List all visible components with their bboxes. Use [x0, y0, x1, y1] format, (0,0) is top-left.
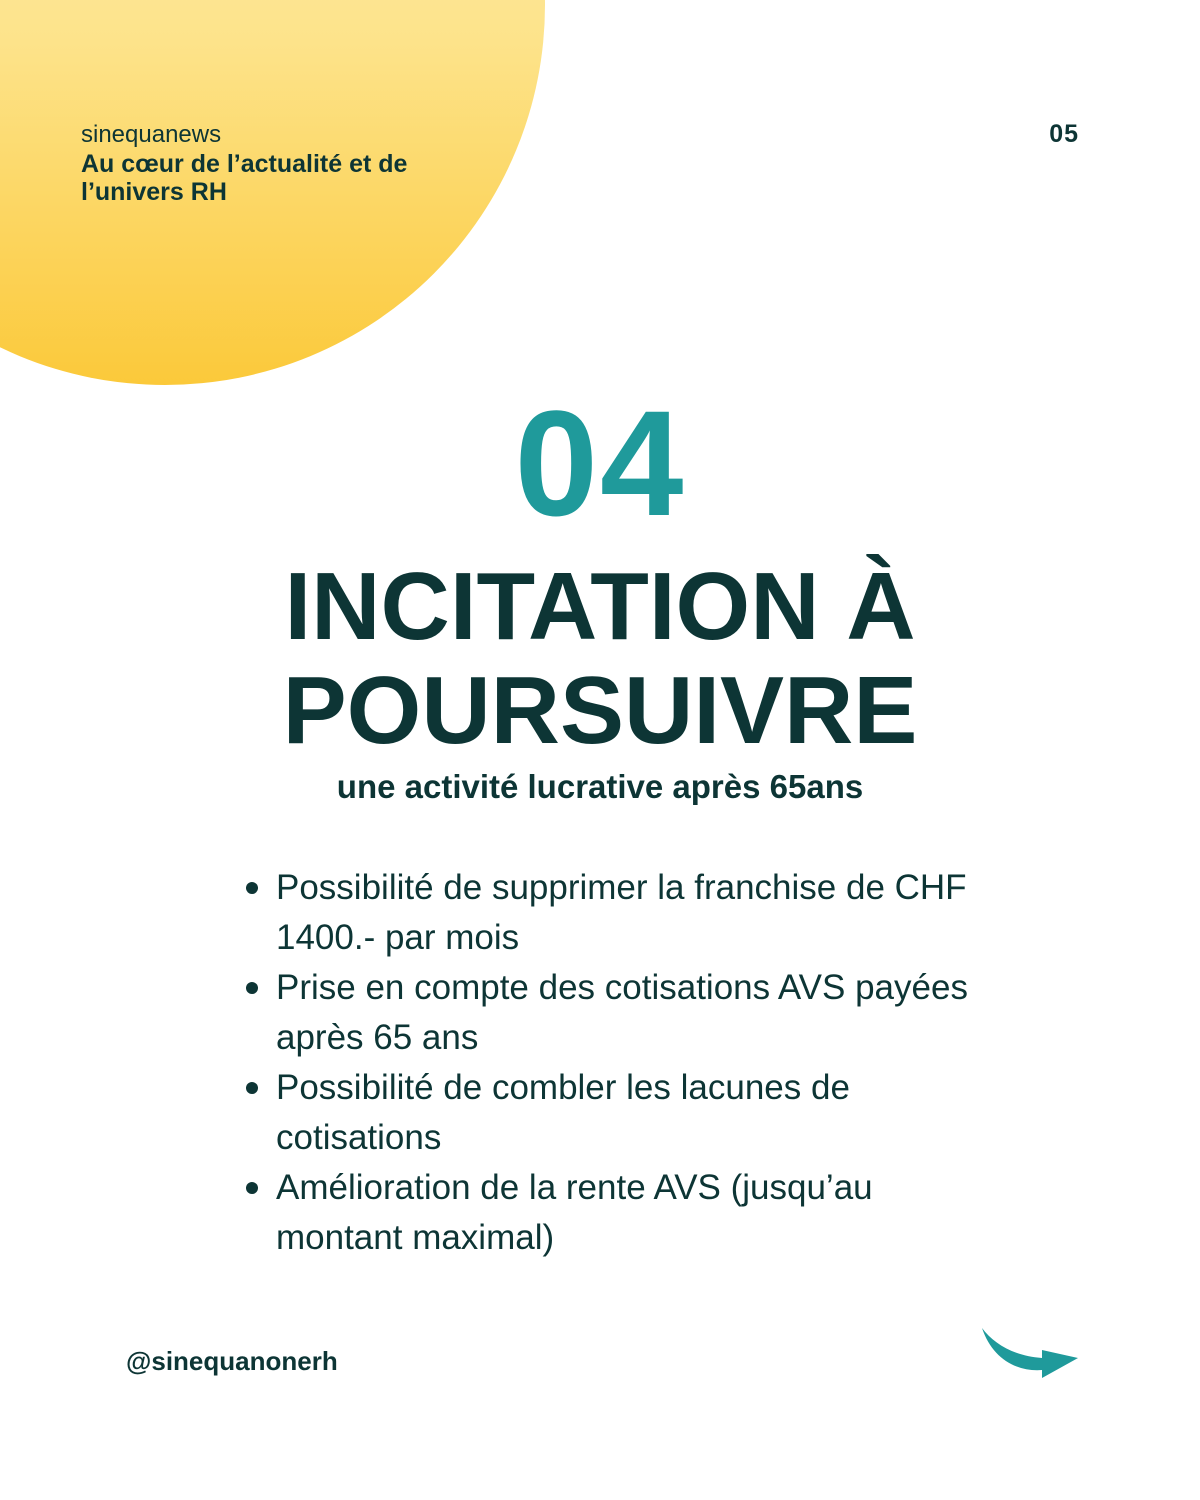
- bullet-dot-icon: [246, 1082, 258, 1094]
- list-item-text: Possibilité de supprimer la franchise de CHF 1400.- par mois: [276, 868, 967, 957]
- list-item: [238, 1163, 998, 1263]
- bullet-dot-icon: [246, 982, 258, 994]
- brand-block: [81, 120, 441, 206]
- brand-tagline: Au cœur de l’actualité et de l’univers RH: [81, 150, 408, 206]
- section-title: INCITATION À POURSUIVRE: [282, 553, 918, 764]
- list-item-text: Amélioration de la rente AVS (jusqu’au montant maximal): [276, 1168, 873, 1257]
- bullet-list: [238, 863, 998, 1263]
- bullet-dot-icon: [246, 1182, 258, 1194]
- brand-name: sinequanews: [81, 121, 222, 148]
- section-number: 04: [514, 379, 686, 547]
- list-item-text: Prise en compte des cotisations AVS payées après 65 ans: [276, 968, 968, 1057]
- list-item: [238, 863, 998, 963]
- list-item: [238, 963, 998, 1063]
- section-subtitle: une activité lucrative après 65ans: [336, 768, 864, 805]
- social-handle: @sinequanonerh: [126, 1346, 338, 1376]
- arrow-right-icon[interactable]: [978, 1322, 1084, 1386]
- list-item-text: Possibilité de combler les lacunes de cotisations: [276, 1068, 850, 1157]
- list-item: [238, 1063, 998, 1163]
- page-number: 05: [1049, 120, 1079, 148]
- bullet-dot-icon: [246, 882, 258, 894]
